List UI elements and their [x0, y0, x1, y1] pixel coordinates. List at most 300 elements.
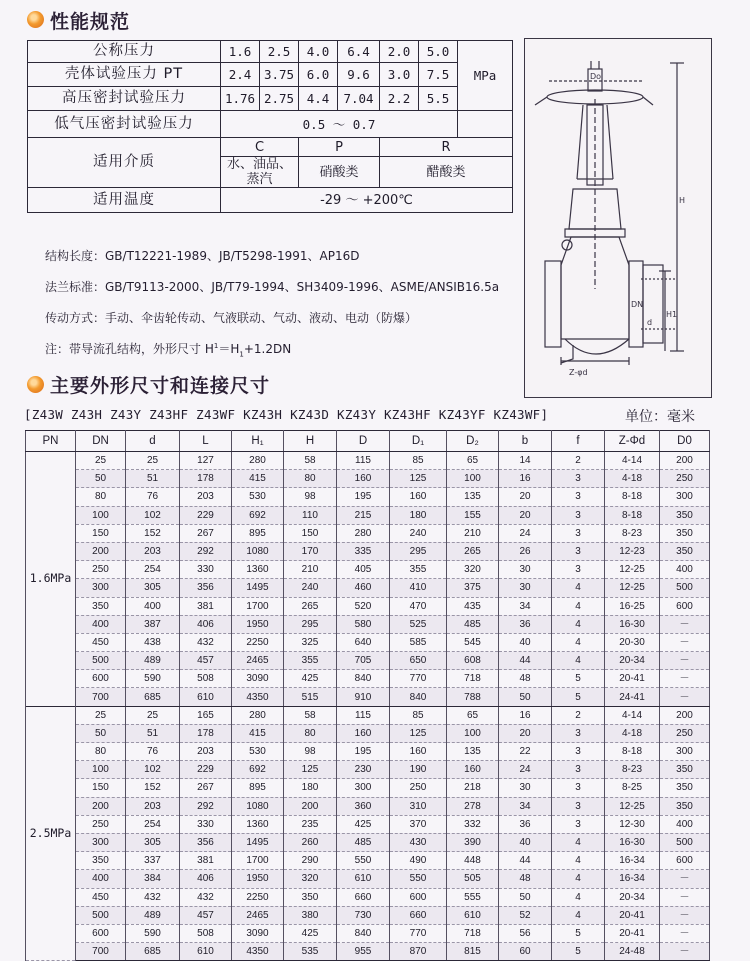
table-cell: 180: [284, 779, 337, 797]
table-cell: 788: [447, 688, 499, 706]
table-cell: 1700: [232, 852, 284, 870]
spec-cell: 5.0: [419, 41, 458, 63]
table-cell: 85: [390, 706, 447, 724]
table-cell: 840: [337, 924, 390, 942]
table-cell: 3: [552, 470, 605, 488]
table-cell: 235: [284, 815, 337, 833]
table-cell: 448: [447, 852, 499, 870]
table-cell: 590: [126, 670, 180, 688]
table-cell: 115: [337, 706, 390, 724]
label-h: H: [679, 196, 686, 205]
table-cell: 85: [390, 452, 447, 470]
table-cell: 20: [499, 506, 552, 524]
table-cell: 230: [337, 761, 390, 779]
header-cell: D: [337, 431, 390, 452]
table-cell: 155: [447, 506, 499, 524]
table-cell: 4: [552, 597, 605, 615]
table-cell: 8-23: [605, 761, 660, 779]
table-cell: 51: [126, 470, 180, 488]
table-cell: 265: [447, 542, 499, 560]
table-cell: 25: [76, 452, 126, 470]
table-cell: 5: [552, 943, 605, 961]
table-cell: －: [660, 888, 710, 906]
table-cell: 34: [499, 797, 552, 815]
table-cell: 280: [337, 524, 390, 542]
table-cell: 4350: [232, 688, 284, 706]
table-cell: 895: [232, 524, 284, 542]
table-cell: 410: [390, 579, 447, 597]
table-cell: 500: [76, 652, 126, 670]
table-cell: 1495: [232, 579, 284, 597]
table-cell: 36: [499, 815, 552, 833]
table-row: [26, 561, 710, 579]
table-cell: 210: [284, 561, 337, 579]
table-cell: 4-18: [605, 724, 660, 742]
table-cell: 267: [180, 779, 232, 797]
table-row: [26, 815, 710, 833]
table-cell: 295: [390, 542, 447, 560]
table-cell: 384: [126, 870, 180, 888]
table-cell: 610: [180, 688, 232, 706]
header-cell: b: [499, 431, 552, 452]
label-h1: H1: [666, 310, 678, 319]
table-cell: 203: [126, 797, 180, 815]
unit-label: 单位：毫米: [625, 409, 695, 425]
table-cell: 20-30: [605, 633, 660, 651]
label-do: Do: [590, 72, 602, 81]
table-cell: 200: [660, 452, 710, 470]
table-cell: 60: [499, 943, 552, 961]
table-cell: 305: [126, 579, 180, 597]
table-cell: 203: [180, 743, 232, 761]
table-row: [26, 688, 710, 706]
table-cell: 406: [180, 870, 232, 888]
table-cell: 260: [284, 833, 337, 851]
header-cell: L: [180, 431, 232, 452]
table-cell: 250: [660, 470, 710, 488]
table-cell: 500: [76, 906, 126, 924]
table-cell: 12-30: [605, 815, 660, 833]
table-cell: 415: [232, 470, 284, 488]
table-cell: 640: [337, 633, 390, 651]
nominal-pressure-label: 公称压力: [28, 41, 221, 63]
table-cell: 381: [180, 597, 232, 615]
table-row: [26, 724, 710, 742]
table-cell: 2: [552, 706, 605, 724]
table-cell: －: [660, 943, 710, 961]
table-cell: 4: [552, 652, 605, 670]
table-cell: 508: [180, 924, 232, 942]
table-cell: 610: [180, 943, 232, 961]
table-row: [26, 852, 710, 870]
table-cell: 380: [284, 906, 337, 924]
table-cell: 4-14: [605, 452, 660, 470]
table-cell: 229: [180, 506, 232, 524]
spec-cell: 6.4: [338, 41, 380, 63]
table-cell: 254: [126, 561, 180, 579]
spec-cell: 9.6: [338, 63, 380, 87]
model-list: [Z43W Z43H Z43Y Z43HF Z43WF KZ43H KZ43D KZ43Y KZ43HF KZ43YF KZ43WF]: [24, 407, 549, 422]
gate-valve-drawing: [524, 38, 712, 398]
table-cell: 332: [447, 815, 499, 833]
table-cell: 489: [126, 906, 180, 924]
medium-name-c: 水、油品、蒸汽: [221, 157, 299, 188]
table-cell: －: [660, 870, 710, 888]
table-cell: 685: [126, 943, 180, 961]
table-cell: 500: [660, 833, 710, 851]
table-cell: 150: [76, 524, 126, 542]
table-cell: 25: [126, 706, 180, 724]
table-cell: 600: [76, 924, 126, 942]
table-cell: 125: [284, 761, 337, 779]
structure-length-note: 结构长度：GB/T12221-1989、JB/T5298-1991、AP16D: [45, 249, 360, 263]
table-cell: 500: [660, 579, 710, 597]
medium-code-p: P: [299, 138, 380, 157]
table-cell: 320: [284, 870, 337, 888]
table-cell: 12-23: [605, 542, 660, 560]
table-cell: 370: [390, 815, 447, 833]
label-dn: DN: [631, 300, 644, 309]
table-cell: 229: [180, 761, 232, 779]
table-cell: 700: [76, 943, 126, 961]
spec-cell: 2.4: [221, 63, 260, 87]
table-row: [26, 506, 710, 524]
header-cell: H: [284, 431, 337, 452]
table-cell: 470: [390, 597, 447, 615]
table-cell: 200: [660, 706, 710, 724]
table-cell: 16-25: [605, 597, 660, 615]
table-cell: 30: [499, 561, 552, 579]
table-cell: 489: [126, 652, 180, 670]
table-cell: 160: [390, 743, 447, 761]
table-cell: 555: [447, 888, 499, 906]
label-d: d: [647, 318, 653, 327]
table-cell: 240: [390, 524, 447, 542]
table-cell: 20-41: [605, 670, 660, 688]
table-cell: 350: [660, 779, 710, 797]
table-cell: 278: [447, 797, 499, 815]
table-cell: 600: [660, 852, 710, 870]
table-cell: 300: [660, 488, 710, 506]
table-cell: 300: [76, 833, 126, 851]
table-cell: 450: [76, 633, 126, 651]
table-cell: 4: [552, 615, 605, 633]
table-cell: 250: [660, 724, 710, 742]
table-cell: 400: [126, 597, 180, 615]
label-z: Z-φd: [569, 368, 588, 377]
table-cell: 600: [660, 597, 710, 615]
table-cell: 438: [126, 633, 180, 651]
table-cell: 460: [337, 579, 390, 597]
table-cell: 98: [284, 488, 337, 506]
table-cell: 435: [447, 597, 499, 615]
table-cell: 415: [232, 724, 284, 742]
table-row: [26, 833, 710, 851]
table-row: [26, 924, 710, 942]
table-cell: 292: [180, 797, 232, 815]
table-cell: 16-30: [605, 615, 660, 633]
table-cell: 400: [76, 870, 126, 888]
table-cell: 24: [499, 524, 552, 542]
table-cell: 102: [126, 506, 180, 524]
table-row: [26, 870, 710, 888]
table-cell: 250: [76, 815, 126, 833]
lp-seal-value: 0.5 ～ 0.7: [221, 111, 458, 138]
table-cell: 525: [390, 615, 447, 633]
spec-cell: 7.04: [338, 87, 380, 111]
table-cell: 295: [284, 615, 337, 633]
table-cell: 12-25: [605, 797, 660, 815]
table-cell: 26: [499, 542, 552, 560]
table-cell: 110: [284, 506, 337, 524]
table-cell: 8-18: [605, 488, 660, 506]
table-cell: 432: [180, 888, 232, 906]
table-cell: 292: [180, 542, 232, 560]
table-cell: 330: [180, 561, 232, 579]
table-cell: 310: [390, 797, 447, 815]
table-cell: 65: [447, 706, 499, 724]
table-cell: 400: [76, 615, 126, 633]
dimensions-table: [25, 430, 710, 961]
table-cell: 3: [552, 761, 605, 779]
table-cell: 3: [552, 561, 605, 579]
table-row: [26, 743, 710, 761]
table-cell: 20: [499, 488, 552, 506]
gate-valve-svg: [525, 39, 711, 397]
table-row: [26, 597, 710, 615]
table-cell: 210: [447, 524, 499, 542]
table-cell: 178: [180, 724, 232, 742]
table-cell: 152: [126, 779, 180, 797]
lp-seal-pressure-label: 低气压密封试验压力: [28, 111, 221, 138]
table-cell: 3: [552, 797, 605, 815]
table-cell: 692: [232, 506, 284, 524]
table-cell: 160: [447, 761, 499, 779]
table-cell: 160: [337, 470, 390, 488]
table-cell: 4: [552, 888, 605, 906]
table-cell: 350: [660, 506, 710, 524]
table-cell: 100: [447, 470, 499, 488]
table-cell: 1495: [232, 833, 284, 851]
header-cell: Z-Φd: [605, 431, 660, 452]
table-cell: 200: [76, 797, 126, 815]
table-cell: 76: [126, 743, 180, 761]
table-cell: 100: [76, 761, 126, 779]
table-cell: 3: [552, 779, 605, 797]
table-cell: 300: [337, 779, 390, 797]
table-cell: 30: [499, 779, 552, 797]
table-cell: 840: [337, 670, 390, 688]
table-cell: 600: [390, 888, 447, 906]
table-row: [26, 670, 710, 688]
table-cell: 40: [499, 833, 552, 851]
spec-cell: 1.6: [221, 41, 260, 63]
table-cell: 16: [499, 706, 552, 724]
table-cell: 203: [180, 488, 232, 506]
table-cell: 165: [180, 706, 232, 724]
table-cell: 56: [499, 924, 552, 942]
table-cell: 150: [76, 779, 126, 797]
header-cell: d: [126, 431, 180, 452]
table-row: [26, 652, 710, 670]
table-cell: 200: [76, 542, 126, 560]
table-cell: 355: [390, 561, 447, 579]
table-cell: 22: [499, 743, 552, 761]
table-cell: 30: [499, 579, 552, 597]
table-cell: 660: [390, 906, 447, 924]
table-cell: －: [660, 615, 710, 633]
spec-cell: 4.4: [299, 87, 338, 111]
medium-label: 适用介质: [28, 138, 221, 188]
table-row: [26, 906, 710, 924]
table-cell: 2250: [232, 888, 284, 906]
table-cell: 400: [660, 815, 710, 833]
table-cell: 485: [447, 615, 499, 633]
table-cell: 2465: [232, 652, 284, 670]
table-cell: 692: [232, 761, 284, 779]
table-row: [26, 579, 710, 597]
table-cell: 608: [447, 652, 499, 670]
table-cell: 350: [660, 761, 710, 779]
table-cell: 52: [499, 906, 552, 924]
table-cell: 2465: [232, 906, 284, 924]
table-cell: 3090: [232, 670, 284, 688]
table-cell: 160: [337, 724, 390, 742]
section-bullet-icon: [27, 376, 44, 393]
table-cell: 508: [180, 670, 232, 688]
table-cell: 330: [180, 815, 232, 833]
dims-section-title: 主要外形尺寸和连接尺寸: [50, 375, 271, 397]
table-cell: 320: [447, 561, 499, 579]
table-cell: 51: [126, 724, 180, 742]
table-cell: 20: [499, 724, 552, 742]
table-cell: 585: [390, 633, 447, 651]
table-cell: 20-34: [605, 888, 660, 906]
table-cell: 16: [499, 470, 552, 488]
table-cell: 50: [76, 724, 126, 742]
table-cell: 2250: [232, 633, 284, 651]
medium-name-p: 硝酸类: [299, 157, 380, 188]
medium-code-r: R: [380, 138, 513, 157]
table-cell: 36: [499, 615, 552, 633]
table-cell: 1080: [232, 542, 284, 560]
table-cell: 20-34: [605, 652, 660, 670]
table-cell: 76: [126, 488, 180, 506]
table-cell: 910: [337, 688, 390, 706]
table-cell: 705: [337, 652, 390, 670]
table-cell: 4-14: [605, 706, 660, 724]
table-cell: 425: [284, 924, 337, 942]
table-cell: 58: [284, 706, 337, 724]
medium-code-c: C: [221, 138, 299, 157]
table-cell: 3: [552, 542, 605, 560]
table-cell: 1950: [232, 615, 284, 633]
table-cell: 240: [284, 579, 337, 597]
table-cell: 290: [284, 852, 337, 870]
table-cell: 3: [552, 506, 605, 524]
table-cell: 3: [552, 724, 605, 742]
table-cell: 730: [337, 906, 390, 924]
table-cell: 80: [284, 724, 337, 742]
shell-test-pressure-label: 壳体试验压力 PT: [28, 63, 221, 87]
table-cell: 195: [337, 743, 390, 761]
table-cell: 390: [447, 833, 499, 851]
spec-cell: 3.75: [260, 63, 299, 87]
table-cell: 405: [337, 561, 390, 579]
table-cell: 432: [180, 633, 232, 651]
table-row: [26, 470, 710, 488]
table-cell: 8-18: [605, 506, 660, 524]
table-cell: 178: [180, 470, 232, 488]
table-cell: 250: [390, 779, 447, 797]
table-cell: 870: [390, 943, 447, 961]
flow-hole-note: 注：带导流孔结构，外形尺寸 $H^1=H_1+1.2DN$: [45, 342, 292, 359]
table-cell: 135: [447, 743, 499, 761]
header-cell: f: [552, 431, 605, 452]
temperature-label: 适用温度: [28, 188, 221, 213]
table-cell: 325: [284, 633, 337, 651]
performance-spec-table: [27, 40, 513, 213]
table-cell: 895: [232, 779, 284, 797]
table-cell: 58: [284, 452, 337, 470]
table-cell: 1360: [232, 815, 284, 833]
spec-cell: 4.0: [299, 41, 338, 63]
spec-cell: 2.0: [380, 41, 419, 63]
table-cell: 718: [447, 924, 499, 942]
table-cell: 406: [180, 615, 232, 633]
table-cell: 65: [447, 452, 499, 470]
table-cell: 102: [126, 761, 180, 779]
table-cell: 80: [284, 470, 337, 488]
table-row: [26, 524, 710, 542]
table-cell: 300: [660, 743, 710, 761]
table-cell: 8-23: [605, 524, 660, 542]
table-cell: 4: [552, 852, 605, 870]
table-cell: 387: [126, 615, 180, 633]
header-cell: H₁: [232, 431, 284, 452]
table-cell: 530: [232, 743, 284, 761]
table-cell: 360: [337, 797, 390, 815]
spec-cell: 3.0: [380, 63, 419, 87]
table-cell: 3: [552, 488, 605, 506]
table-cell: 700: [76, 688, 126, 706]
table-cell: 50: [499, 688, 552, 706]
table-cell: 4-18: [605, 470, 660, 488]
table-cell: 535: [284, 943, 337, 961]
table-cell: 20-41: [605, 906, 660, 924]
dims-header-row: [26, 431, 710, 452]
table-cell: 685: [126, 688, 180, 706]
table-cell: 24-48: [605, 943, 660, 961]
table-cell: 5: [552, 924, 605, 942]
table-cell: 335: [337, 542, 390, 560]
table-cell: 8-25: [605, 779, 660, 797]
table-cell: －: [660, 670, 710, 688]
table-cell: 3090: [232, 924, 284, 942]
table-cell: 100: [447, 724, 499, 742]
table-cell: 457: [180, 652, 232, 670]
table-row: [26, 888, 710, 906]
table-cell: 150: [284, 524, 337, 542]
table-cell: 356: [180, 579, 232, 597]
table-cell: 430: [390, 833, 447, 851]
table-cell: 660: [337, 888, 390, 906]
table-cell: 457: [180, 906, 232, 924]
table-cell: 425: [284, 670, 337, 688]
table-cell: 1700: [232, 597, 284, 615]
mpa-unit: MPa: [458, 41, 513, 111]
table-cell: 50: [499, 888, 552, 906]
